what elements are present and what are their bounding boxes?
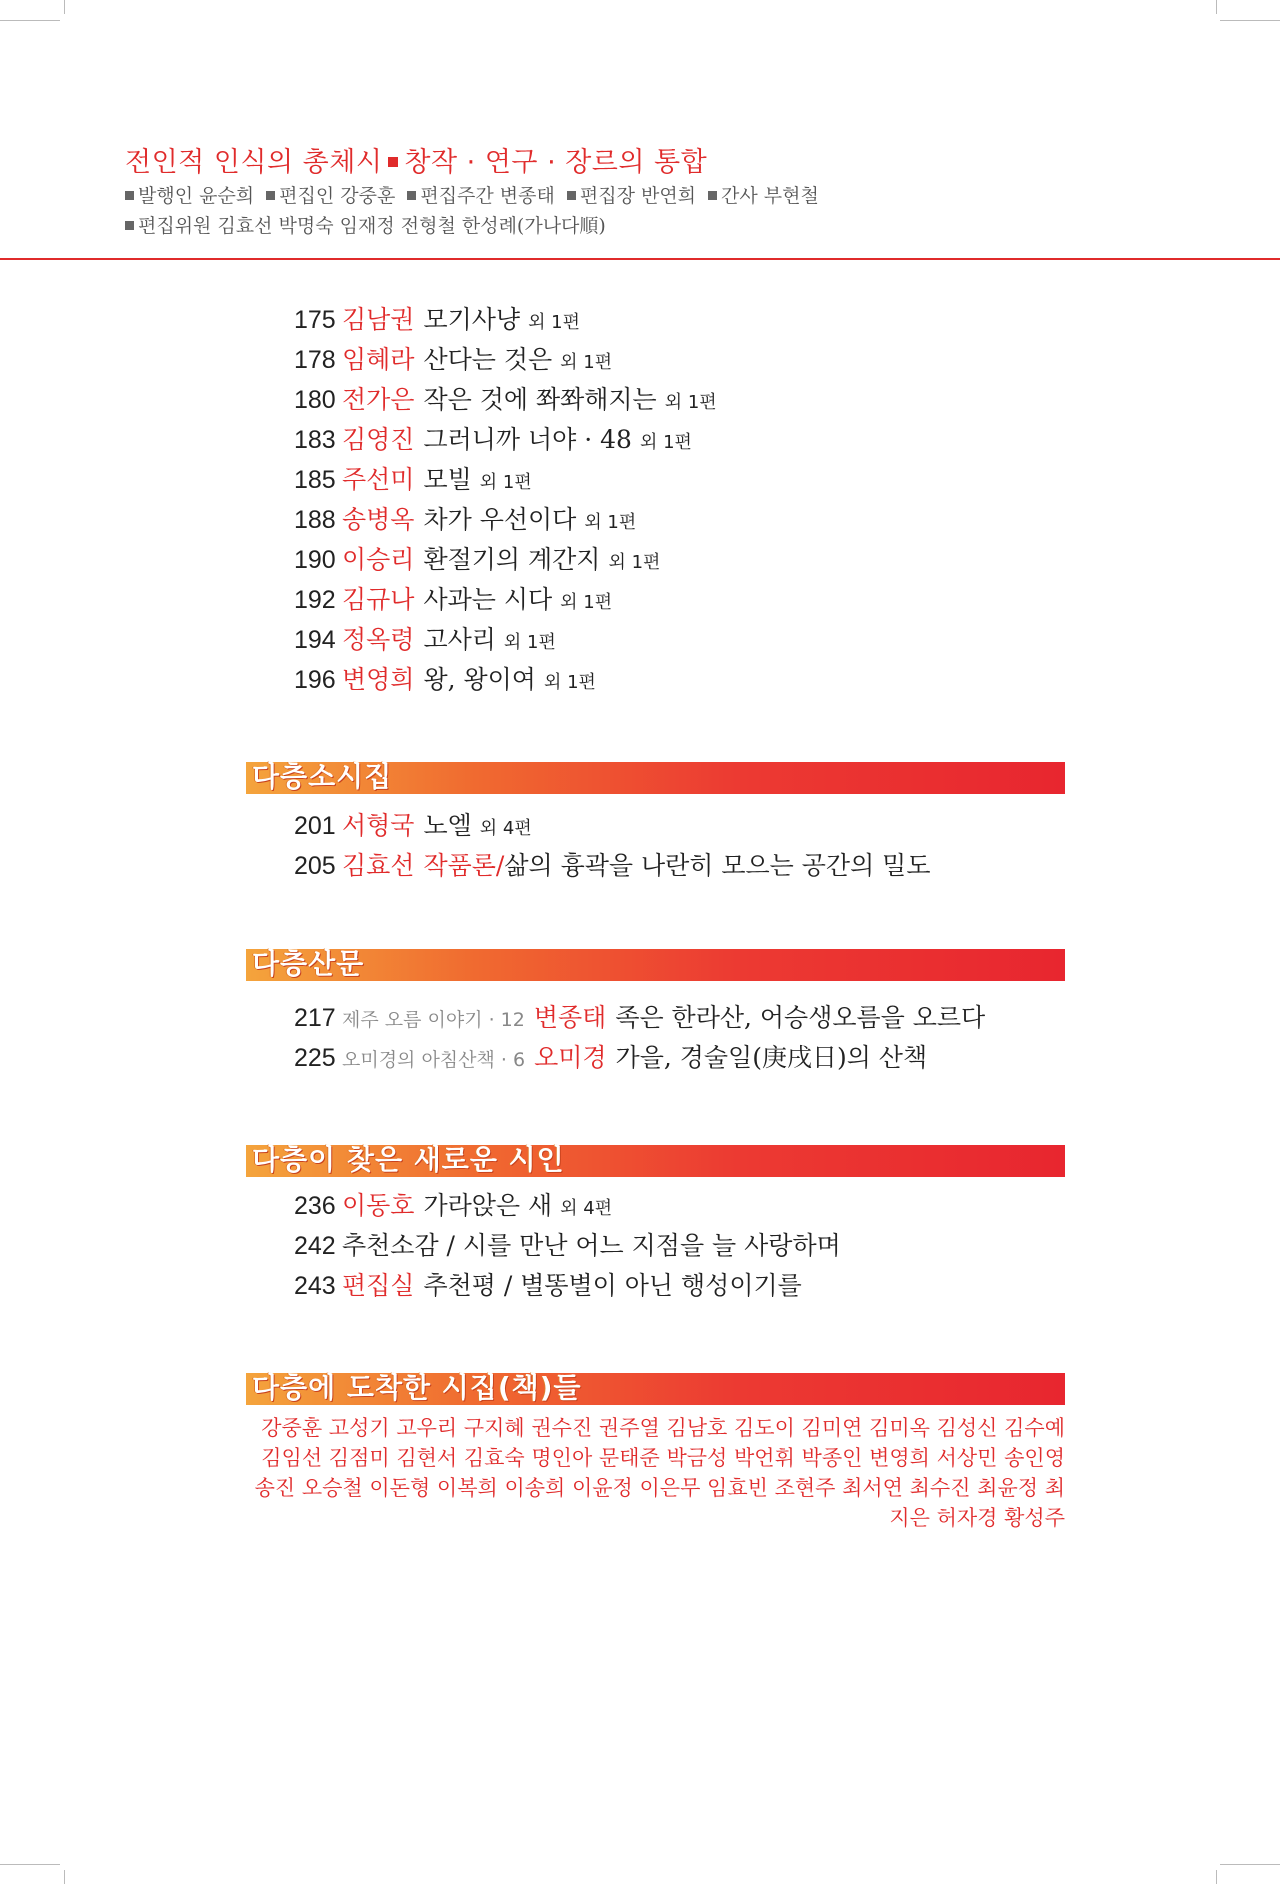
- square-bullet-icon: [407, 191, 416, 200]
- masthead-title-left: 전인적 인식의 총체시: [125, 147, 383, 178]
- series-label: 오미경의 아침산책 · 6: [342, 1049, 526, 1071]
- toc-row: [294, 660, 717, 700]
- toc-row: [294, 1186, 841, 1226]
- page-number: 217: [294, 1004, 336, 1032]
- toc-row: [294, 1038, 985, 1078]
- author-name: 김영진: [342, 425, 415, 454]
- toc-row: [294, 340, 717, 380]
- page-number: 175: [294, 306, 336, 334]
- toc-row: [294, 460, 717, 500]
- extra-count: 외 1편: [479, 472, 532, 493]
- staff-committee-line: [125, 211, 1225, 241]
- extra-count: 외 1편: [584, 512, 637, 533]
- work-title: 사과는 시다: [423, 585, 553, 614]
- author-name: 이승리: [342, 545, 415, 574]
- toc-row: [294, 500, 717, 540]
- crop-mark: [1216, 0, 1217, 14]
- author-name: 이동호: [342, 1191, 415, 1220]
- square-bullet-icon: [708, 191, 717, 200]
- work-title: 그러니까 너야 · 48: [423, 425, 632, 454]
- page-number: 190: [294, 546, 336, 574]
- extra-count: 외 1편: [503, 632, 556, 653]
- author-name: 김효선: [342, 851, 415, 880]
- crop-mark: [1220, 1864, 1280, 1865]
- staff-text: 발행인 윤순희: [138, 185, 255, 207]
- work-title: 추천평 / 별똥별이 아닌 행성이기를: [423, 1271, 802, 1300]
- section-header-books: [246, 1373, 1065, 1405]
- page-number: 188: [294, 506, 336, 534]
- work-title: 환절기의 계간지: [423, 545, 601, 574]
- work-title: 모기사냥: [423, 305, 521, 334]
- work-title: 가라앉은 새: [423, 1191, 553, 1220]
- masthead: [125, 145, 1225, 241]
- toc-row: [294, 806, 930, 846]
- toc-row: [294, 540, 717, 580]
- page-number: 242: [294, 1232, 336, 1260]
- section-title: 다층이 찾은 새로운 시인: [252, 1143, 565, 1176]
- toc-row: [294, 620, 717, 660]
- toc-row: [294, 300, 717, 340]
- mini-list: [294, 806, 930, 886]
- toc-row: [294, 1266, 841, 1306]
- extra-count: 외 4편: [560, 1198, 613, 1219]
- page-number: 201: [294, 812, 336, 840]
- author-name: 임혜라: [342, 345, 415, 374]
- masthead-title: [125, 145, 1225, 181]
- work-title: 산다는 것은: [423, 345, 553, 374]
- square-bullet-icon: [125, 191, 134, 200]
- toc-row: [294, 846, 930, 886]
- work-title: 왕, 왕이여: [423, 665, 536, 694]
- staff-chief-editor: [407, 185, 555, 207]
- page-number: 205: [294, 852, 336, 880]
- author-name: 송병옥: [342, 505, 415, 534]
- header-divider: [0, 258, 1280, 260]
- prose-list: [294, 998, 985, 1078]
- author-name: 김남권: [342, 305, 415, 334]
- extra-count: 외 1편: [543, 672, 596, 693]
- author-name: 편집실: [342, 1271, 415, 1300]
- extra-count: 외 1편: [560, 592, 613, 613]
- section-title: 다층에 도착한 시집(책)들: [252, 1371, 582, 1404]
- extra-count: 외 1편: [608, 552, 661, 573]
- page-number: 192: [294, 586, 336, 614]
- page-number: 194: [294, 626, 336, 654]
- work-title: 노엘: [423, 811, 472, 840]
- extra-count: 외 4편: [479, 818, 532, 839]
- staff-editor: [266, 185, 395, 207]
- work-title: 추천소감 / 시를 만난 어느 지점을 늘 사랑하며: [342, 1231, 841, 1260]
- toc-row: [294, 1226, 841, 1266]
- author-name: 변영희: [342, 665, 415, 694]
- series-label: 제주 오름 이야기 · 12: [342, 1009, 525, 1031]
- crop-mark: [0, 1864, 60, 1865]
- work-title: 모빌: [423, 465, 472, 494]
- square-bullet-icon: [388, 157, 398, 167]
- staff-text: 간사 부현철: [721, 185, 819, 207]
- crop-mark: [1220, 20, 1280, 21]
- page-number: 178: [294, 346, 336, 374]
- toc-row: [294, 998, 985, 1038]
- toc-row: [294, 380, 717, 420]
- work-subtitle: 작품론/: [423, 851, 505, 880]
- section-header-new-poet: [246, 1145, 1065, 1177]
- crop-mark: [0, 20, 60, 21]
- author-name: 전가은: [342, 385, 415, 414]
- author-name: 주선미: [342, 465, 415, 494]
- author-name: 오미경: [534, 1043, 607, 1072]
- page-number: 225: [294, 1044, 336, 1072]
- author-name: 변종태: [533, 1003, 607, 1032]
- page-number: 236: [294, 1192, 336, 1220]
- staff-editor-in-charge: [567, 185, 696, 207]
- staff-line: [125, 181, 1225, 211]
- masthead-title-right: 창작 · 연구 · 장르의 통합: [404, 147, 708, 178]
- section-header-prose: [246, 949, 1065, 981]
- work-title: 가을, 경술일(庚戌日)의 산책: [615, 1043, 928, 1072]
- extra-count: 외 1편: [560, 352, 613, 373]
- page-number: 185: [294, 466, 336, 494]
- extra-count: 외 1편: [664, 392, 717, 413]
- poems-list: [294, 300, 717, 700]
- toc-row: [294, 420, 717, 460]
- square-bullet-icon: [266, 191, 275, 200]
- staff-publisher: [125, 185, 254, 207]
- work-title: 차가 우선이다: [423, 505, 577, 534]
- toc-row: [294, 580, 717, 620]
- work-title: 작은 것에 쫘쫘해지는: [423, 385, 657, 414]
- square-bullet-icon: [567, 191, 576, 200]
- crop-mark: [64, 1870, 65, 1884]
- new-poet-list: [294, 1186, 841, 1306]
- extra-count: 외 1편: [528, 312, 581, 333]
- staff-committee: 편집위원 김효선 박명숙 임재정 전형철 한성례(가나다順): [138, 215, 606, 237]
- author-name: 김규나: [342, 585, 415, 614]
- page-number: 183: [294, 426, 336, 454]
- work-title: 족은 한라산, 어승생오름을 오르다: [615, 1003, 986, 1032]
- page-number: 180: [294, 386, 336, 414]
- author-name: 서형국: [342, 811, 415, 840]
- work-title: 삶의 흉곽을 나란히 모으는 공간의 밀도: [504, 851, 931, 880]
- staff-text: 편집인 강중훈: [279, 185, 396, 207]
- author-name: 정옥령: [342, 625, 415, 654]
- section-title: 다층산문: [252, 947, 365, 980]
- page-number: 243: [294, 1272, 336, 1300]
- staff-secretary: [708, 185, 819, 207]
- work-title: 고사리: [423, 625, 496, 654]
- square-bullet-icon: [125, 221, 134, 230]
- section-header-mini: [246, 762, 1065, 794]
- page-number: 196: [294, 666, 336, 694]
- crop-mark: [64, 0, 65, 14]
- received-books-names: 강중훈 고성기 고우리 구지혜 권수진 권주열 김남호 김도이 김미연 김미옥 김성신 김수예 김임선 김점미 김현서 김효숙 명인아 문태준 박금성 박언휘 박종인 변영희 서상민 송인영 송진 오승철 이돈형 이복희 이송희 이윤정 이은무 임효빈 조현주 최서연 최수진 최윤정 최지은 허자경 황성주: [254, 1416, 1065, 1530]
- crop-mark: [1216, 1870, 1217, 1884]
- section-title: 다층소시집: [252, 760, 393, 793]
- staff-text: 편집장 반연희: [579, 185, 697, 207]
- extra-count: 외 1편: [639, 432, 692, 453]
- staff-text: 편집주간 변종태: [420, 185, 555, 207]
